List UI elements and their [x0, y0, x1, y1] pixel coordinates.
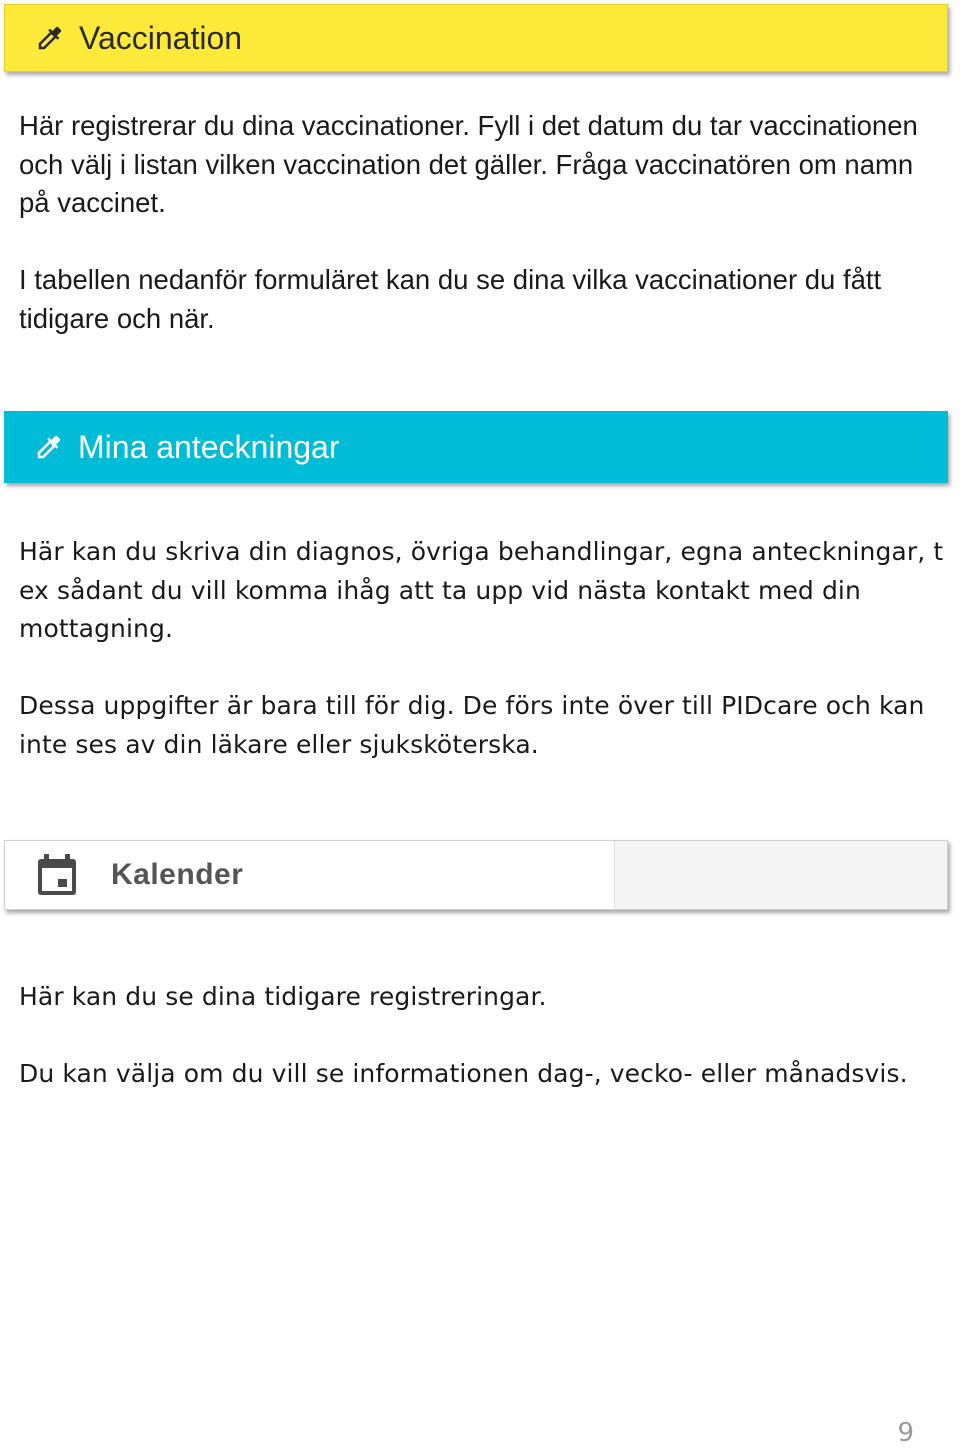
calendar-header[interactable]: [4, 840, 948, 910]
calendar-intro: Här kan du se dina tidigare registreringar.: [19, 982, 547, 1011]
notes-header[interactable]: [4, 411, 948, 483]
vaccination-title: Vaccination: [79, 19, 243, 56]
calendar-icon: [33, 851, 81, 899]
calendar-view-info: Du kan välja om du vill se informationen dag-, vecko- eller månadsvis.: [19, 1059, 908, 1088]
eyedropper-icon: [34, 432, 64, 462]
eyedropper-icon: [35, 23, 65, 53]
calendar-header-panel: [614, 841, 947, 909]
page-number: 9: [897, 1418, 914, 1448]
vaccination-table-info: I tabellen nedanför formuläret kan du se dina vilka vaccinationer du fått tidigare och när.: [19, 264, 882, 334]
notes-intro: Här kan du skriva din diagnos, övriga behandlingar, egna anteckningar, t ex sådant du vill komma ihåg att ta upp vid nästa kontakt med din mottagning.: [19, 537, 944, 643]
calendar-title: Kalender: [111, 858, 244, 891]
vaccination-header[interactable]: [4, 4, 948, 72]
vaccination-intro: Här registrerar du dina vaccinationer. Fyll i det datum du tar vaccinationen och välj i listan vilken vaccination det gäller. Fråga vaccinatören om namn på vaccinet.: [19, 110, 918, 218]
notes-title: Mina anteckningar: [78, 428, 340, 465]
notes-privacy: Dessa uppgifter är bara till för dig. De förs inte över till PIDcare och kan inte ses av din läkare eller sjuksköterska.: [19, 691, 925, 759]
